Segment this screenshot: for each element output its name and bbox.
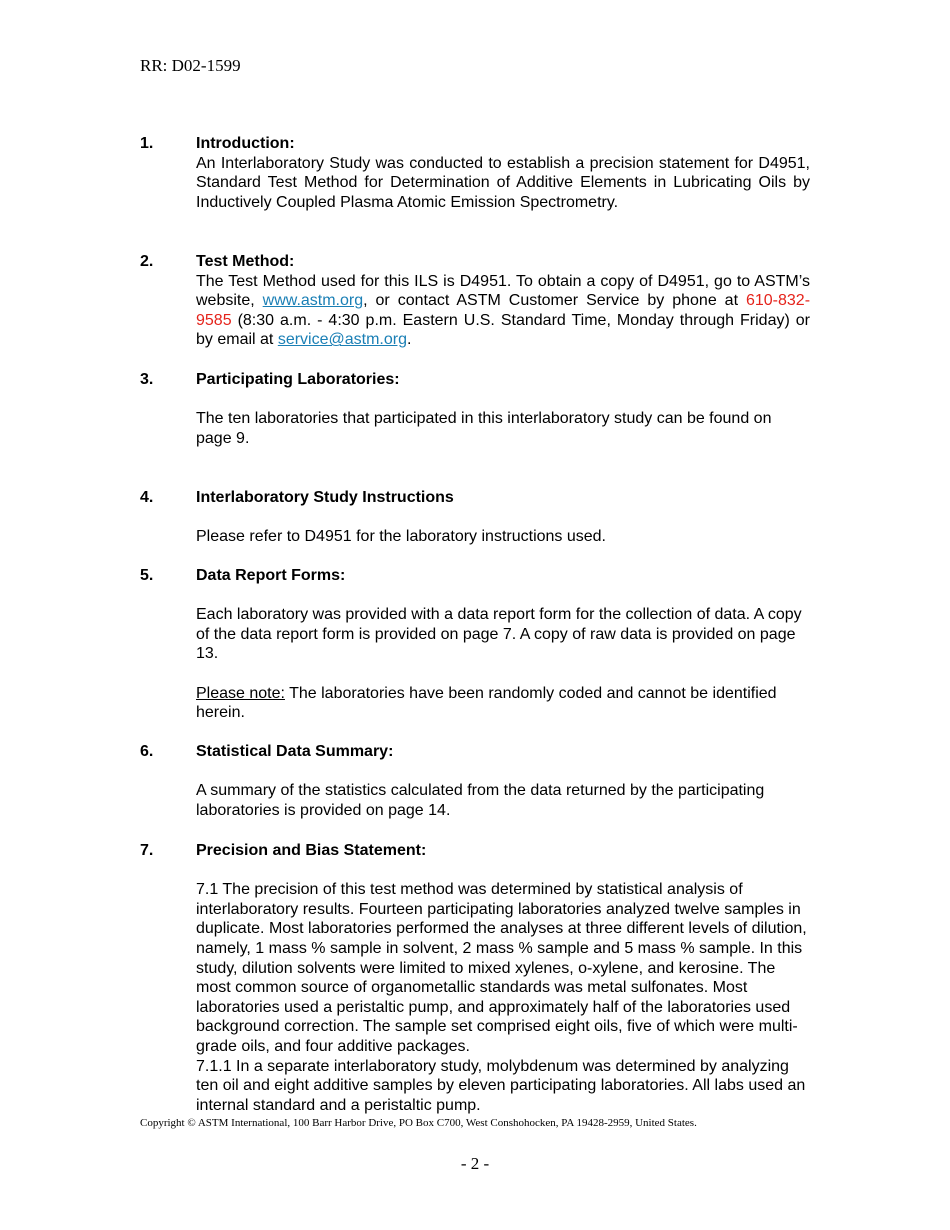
section-number: 6. xyxy=(140,743,154,760)
section-body: The ten laboratories that participated in this interlaboratory study can be found on page 9. xyxy=(196,410,772,447)
body-text: . xyxy=(406,331,412,349)
section-title: Data Report Forms: xyxy=(196,567,346,584)
service-email-link[interactable]: service@astm.org xyxy=(277,331,407,349)
section-number: 4. xyxy=(140,489,154,506)
report-id-header: RR: D02-1599 xyxy=(140,56,241,75)
body-text: The Test Method used for this ILS is D4951. To obtain a copy of D4951, go to ASTM’s website, xyxy=(196,272,810,310)
section-title: Statistical Data Summary: xyxy=(196,743,394,760)
paragraph-7-1: 7.1 The precision of this test method was determined by statistical analysis of interlaboratory results. Fourteen participating laboratories analyzed twelve samples in duplicate. Most laboratories performed the analyses at three different levels of dilution, namely, 1 mass % sample in solvent, 2 mass % sample and 5 mass % sample. In this study, dilution solvents were limited to mixed xylenes, o-xylene, and kerosine. The most common source of organometallic standards was metal sulfonates. Most laboratories used a peristaltic pump, and approximately half of the laboratories used background correction. The sample set comprised eight oils, five of which were multi-grade oils, and four additive packages. xyxy=(196,881,807,1055)
note-paragraph xyxy=(196,684,804,723)
paragraph-7-1-1: 7.1.1 In a separate interlaboratory study, molybdenum was determined by analyzing ten oil and eight additive samples by eleven participating laboratories. All labs used an internal standard and a peristaltic pump. xyxy=(196,1057,806,1114)
note-body: The laboratories have been randomly coded and cannot be identified herein. xyxy=(196,684,777,722)
section-body: Each laboratory was provided with a data report form for the collection of data. A copy of the data report form is provided on page 7. A copy of raw data is provided on page 13. xyxy=(196,606,802,663)
section-number: 3. xyxy=(140,371,154,388)
section-body xyxy=(196,272,810,350)
section-title: Interlaboratory Study Instructions xyxy=(196,489,454,506)
customer-service-phone: 610-832-9585 xyxy=(196,292,811,329)
page-number: - 2 - xyxy=(460,1154,490,1173)
astm-website-link[interactable]: www.astm.org xyxy=(262,292,364,310)
section-title: Participating Laboratories: xyxy=(196,371,400,388)
section-body: An Interlaboratory Study was conducted to establish a precision statement for D4951, Standard Test Method for Determination of Additive Elements in Lubricating Oils by Inductively Coupled Plasma Atomic Emission Spectrometry. xyxy=(196,154,810,211)
section-title: Precision and Bias Statement: xyxy=(196,842,427,859)
section-number: 5. xyxy=(140,567,154,584)
note-label: Please note: xyxy=(196,684,285,702)
section-number: 1. xyxy=(140,135,154,152)
body-text: , or contact ASTM Customer Service by phone at xyxy=(363,292,746,310)
section-body: A summary of the statistics calculated from the data returned by the participating laboratories is provided on page 14. xyxy=(196,782,765,819)
section-number: 7. xyxy=(140,842,154,859)
section-title: Test Method: xyxy=(196,253,295,270)
copyright-footer: Copyright © ASTM International, 100 Barr Harbor Drive, PO Box C700, West Conshohocken, PA 19428-2959, United States. xyxy=(140,1117,697,1129)
section-title: Introduction: xyxy=(196,135,295,152)
section-number: 2. xyxy=(140,253,154,270)
body-text: (8:30 a.m. - 4:30 p.m. Eastern U.S. Standard Time, Monday through Friday) or by email at xyxy=(196,311,810,349)
section-body: Please refer to D4951 for the laboratory instructions used. xyxy=(196,528,606,546)
